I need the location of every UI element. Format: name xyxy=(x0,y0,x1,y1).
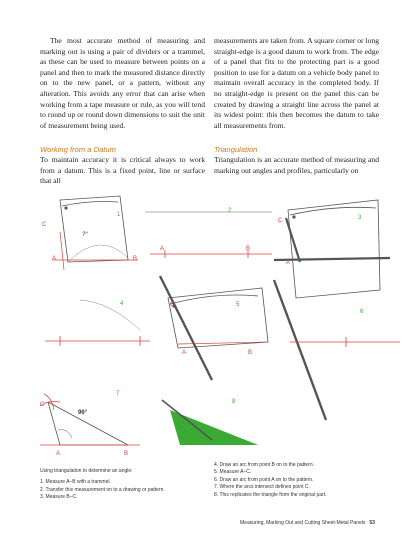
figure-2-pattern xyxy=(145,212,272,258)
fig1-label-C: C xyxy=(42,222,47,228)
caption-step-1: 1. Measure A–B with a trammel. xyxy=(40,479,111,486)
caption-step-8: 8. This replicates the triangle from the original part. xyxy=(214,491,327,498)
fig7-number: 7 xyxy=(116,391,120,397)
caption-step-5: 5. Measure A–C. xyxy=(214,469,252,476)
fig1-label-A: A xyxy=(52,256,57,262)
figure-5-panel xyxy=(160,276,268,380)
fig3-label-C: C xyxy=(278,218,283,224)
caption-step-7: 7. Where the arcs intersect defines point C. xyxy=(214,484,310,491)
fig7-angle-96: 96° xyxy=(78,410,88,416)
fig3-label-A: A xyxy=(286,260,291,266)
heading-working-from-datum: Working from a Datum xyxy=(40,145,116,154)
page-number: 53 xyxy=(369,520,375,526)
fig7-label-B: B xyxy=(124,451,129,457)
caption-step-6: 6. Draw an arc from point A on to the pattern. xyxy=(214,476,314,483)
fig6-number: 6 xyxy=(360,309,364,315)
fig5-label-C: C xyxy=(170,302,175,308)
fig7-label-C: C xyxy=(40,402,45,408)
caption-step-3: 3. Measure B–C. xyxy=(40,494,78,501)
fig5-label-B: B xyxy=(248,350,253,356)
fig1-angle-unknown: ?° xyxy=(82,232,88,238)
triangulation-text: Triangulation is an accurate method of measuring and marking out angles and profiles, particularly on xyxy=(214,155,379,175)
datum-text: To maintain accuracy it is critical always to work from a datum. This is a fixed point, line or surface that all xyxy=(40,155,205,186)
caption-step-2: 2. Transfer this measurement on to a drawing or pattern. xyxy=(40,486,165,493)
fig1-number: 1 xyxy=(117,212,121,218)
fig2-label-B: B xyxy=(246,246,251,252)
fig2-number: 2 xyxy=(228,208,232,214)
fig5-number: 5 xyxy=(236,302,240,308)
figure-7-triangle xyxy=(40,394,140,445)
paragraph-dividers: The most accurate method of measuring and marking out is using a pair of dividers or a trammel, as these can be used to measure between points on a panel and then to mark the measured distance directly on to the new panel, or a pattern, without any alteration. This avoids any error that can arise when working from a tape measure or rule, as you will tend to round up or round down dimensions to suit the unit of measurement being used. xyxy=(40,36,205,130)
figure-3-panel xyxy=(274,200,390,298)
caption-right xyxy=(214,462,384,499)
caption-left xyxy=(40,468,205,502)
figure-1-panel xyxy=(52,196,138,270)
fig5-label-A: A xyxy=(182,350,187,356)
caption-step-4: 4. Draw an arc from point B on to the pattern. xyxy=(214,462,315,468)
footer-title: Measuring, Marking Out and Cutting Sheet-Metal Panels xyxy=(240,520,366,526)
figure-8-filled-triangle xyxy=(162,400,258,445)
fig2-label-A: A xyxy=(160,246,165,252)
page-footer xyxy=(240,520,400,526)
paragraph-datum-continued: measurements are taken from. A square corner or long straight-edge is a good datum to work from. The edge of a panel that fits to the protecting part is a good position to use for a datum on a vehicle body panel to maintain overall accuracy in the completed body. If no straight-edge is present on the panel this can be created by drawing a straight line across the panel at its widest point: this then becomes the datum to take all measurements from. xyxy=(214,36,379,130)
fig3-number: 3 xyxy=(358,215,362,221)
figure-4-pattern xyxy=(45,300,150,346)
heading-triangulation: Triangulation xyxy=(214,145,258,154)
fig7-label-A: A xyxy=(56,451,61,457)
caption-intro: Using triangulation to determine an angle: xyxy=(40,468,133,474)
figure-6-pattern xyxy=(274,280,400,420)
fig1-label-B: B xyxy=(133,256,138,262)
fig4-number: 4 xyxy=(120,301,124,307)
fig8-number: 8 xyxy=(232,399,236,405)
